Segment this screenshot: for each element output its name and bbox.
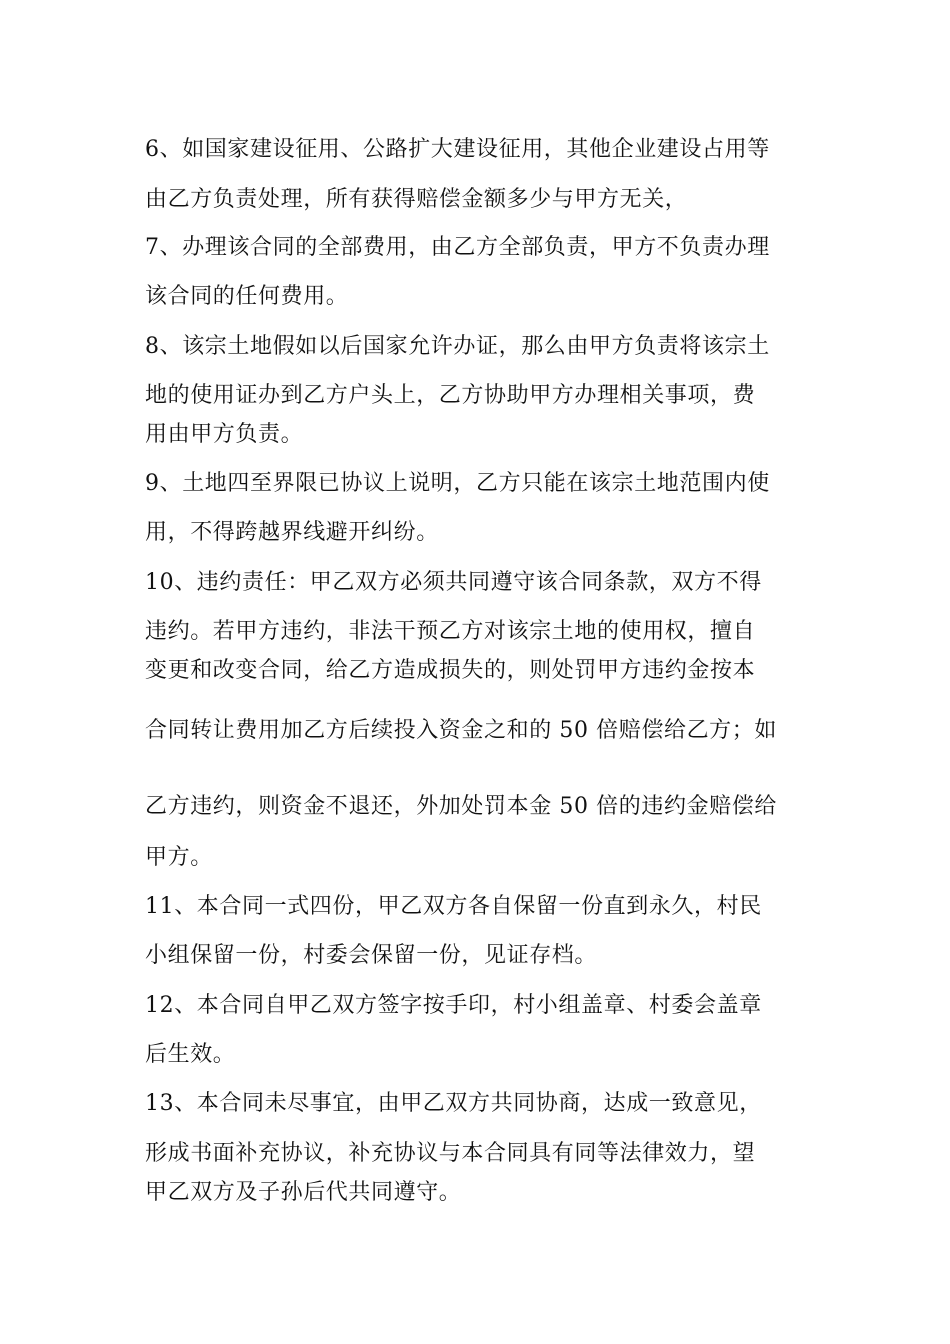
text-line: 12、本合同自甲乙双方签字按手印，村小组盖章、村委会盖章: [145, 993, 762, 1018]
text-line: 乙方违约，则资金不退还，外加处罚本金 50 倍的违约金赔偿给: [145, 794, 777, 819]
text-line: 7、办理该合同的全部费用，由乙方全部负责，甲方不负责办理: [145, 235, 770, 260]
text-line: 13、本合同未尽事宜，由甲乙双方共同协商，达成一致意见，: [145, 1091, 762, 1116]
text-line: 11、本合同一式四份，甲乙双方各自保留一份直到永久，村民: [145, 894, 762, 919]
text-line: 用，不得跨越界线避开纠纷。: [145, 520, 439, 545]
text-line: 该合同的任何费用。: [145, 284, 349, 309]
text-line: 变更和改变合同，给乙方造成损失的，则处罚甲方违约金按本: [145, 658, 756, 683]
text-line: 用由甲方负责。: [145, 422, 304, 447]
text-line: 由乙方负责处理，所有获得赔偿金额多少与甲方无关，: [145, 187, 688, 212]
text-line: 甲乙双方及子孙后代共同遵守。: [145, 1180, 462, 1205]
text-line: 6、如国家建设征用、公路扩大建设征用，其他企业建设占用等: [145, 137, 770, 162]
text-line: 8、该宗土地假如以后国家允许办证，那么由甲方负责将该宗土: [145, 334, 770, 359]
text-line: 后生效。: [145, 1042, 236, 1067]
text-line: 地的使用证办到乙方户头上，乙方协助甲方办理相关事项，费: [145, 383, 756, 408]
text-line: 形成书面补充协议，补充协议与本合同具有同等法律效力，望: [145, 1141, 756, 1166]
text-line: 9、土地四至界限已协议上说明，乙方只能在该宗土地范围内使: [145, 471, 770, 496]
text-line: 违约。若甲方违约，非法干预乙方对该宗土地的使用权，擅自: [145, 619, 756, 644]
text-line: 小组保留一份，村委会保留一份，见证存档。: [145, 943, 598, 968]
text-line: 甲方。: [145, 845, 213, 870]
text-line: 10、违约责任：甲乙双方必须共同遵守该合同条款，双方不得: [145, 570, 762, 595]
text-line: 合同转让费用加乙方后续投入资金之和的 50 倍赔偿给乙方；如: [145, 718, 777, 743]
